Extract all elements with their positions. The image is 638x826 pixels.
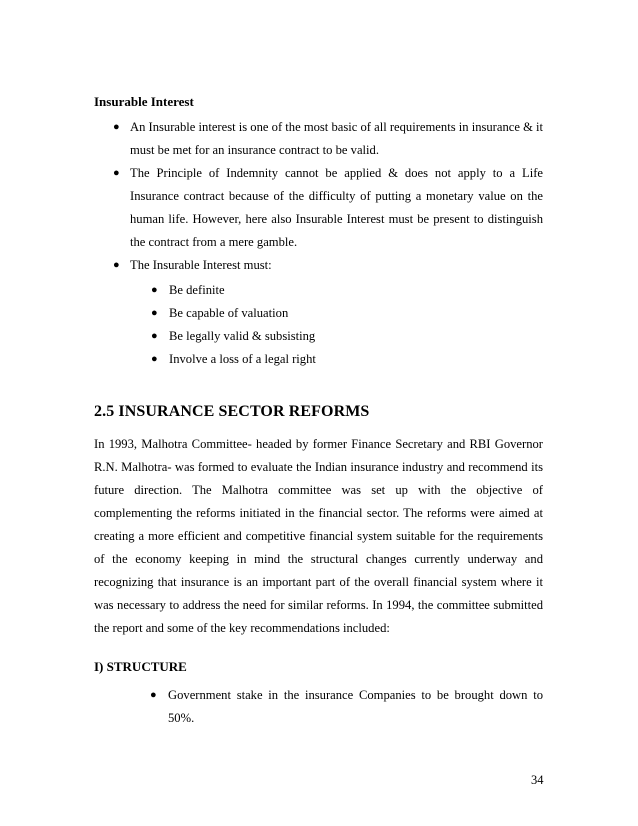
bullet-icon: ● xyxy=(151,330,158,342)
paragraph-line: of the economy keeping in mind the structural changes currently underway and xyxy=(94,552,543,566)
bullet-1-line-1: An Insurable interest is one of the most basic of all requirements in insurance & it xyxy=(130,120,544,134)
bullet-icon: ● xyxy=(150,689,157,701)
insurable-interest-heading: Insurable Interest xyxy=(94,94,194,109)
sub-item-3: Be legally valid & subsisting xyxy=(169,329,316,343)
structure-bullet-line-1: Government stake in the insurance Companies to be brought down to xyxy=(168,688,543,702)
bullet-icon: ● xyxy=(151,307,158,319)
bullet-1-line-2: must be met for an insurance contract to be valid. xyxy=(130,143,379,157)
bullet-2-line-4: the contract from a mere gamble. xyxy=(130,235,298,249)
sub-item-2: Be capable of valuation xyxy=(169,306,289,320)
section-title: 2.5 INSURANCE SECTOR REFORMS xyxy=(94,403,370,420)
bullet-icon: ● xyxy=(113,259,120,271)
sub-item-1: Be definite xyxy=(169,283,225,297)
paragraph-line: creating a more efficient and competitive financial system suitable for the requirements xyxy=(94,529,543,543)
paragraph-line: recognizing that insurance is an important part of the overall financial system where it xyxy=(94,575,543,589)
paragraph-line: was necessary to address the need for similar reforms. In 1994, the committee submitted xyxy=(94,598,543,612)
paragraph-line: In 1993, Malhotra Committee- headed by former Finance Secretary and RBI Governor xyxy=(94,437,543,451)
structure-title: I) STRUCTURE xyxy=(94,659,187,674)
page-number: 34 xyxy=(531,773,544,787)
paragraph-line: complementing the reforms initiated in the financial sector. The reforms were aimed at xyxy=(94,506,543,520)
bullet-icon: ● xyxy=(113,121,120,133)
bullet-2-line-1: The Principle of Indemnity cannot be applied & does not apply to a Life xyxy=(130,166,543,180)
bullet-2-line-3: human life. However, here also Insurable Interest must be present to distinguish xyxy=(130,212,543,226)
bullet-icon: ● xyxy=(151,353,158,365)
bullet-icon: ● xyxy=(151,284,158,296)
bullet-3-text: The Insurable Interest must: xyxy=(130,258,272,272)
bullet-2-line-2: Insurance contract because of the difficulty of putting a monetary value on the xyxy=(130,189,543,203)
sub-item-4: Involve a loss of a legal right xyxy=(169,352,316,366)
paragraph-line: R.N. Malhotra- was formed to evaluate the Indian insurance industry and recommend its xyxy=(94,460,543,474)
structure-bullet-line-2: 50%. xyxy=(168,711,195,725)
paragraph-line: the report and some of the key recommendations included: xyxy=(94,621,390,635)
paragraph-line: future direction. The Malhotra committee was set up with the objective of xyxy=(94,483,543,497)
bullet-icon: ● xyxy=(113,167,120,179)
